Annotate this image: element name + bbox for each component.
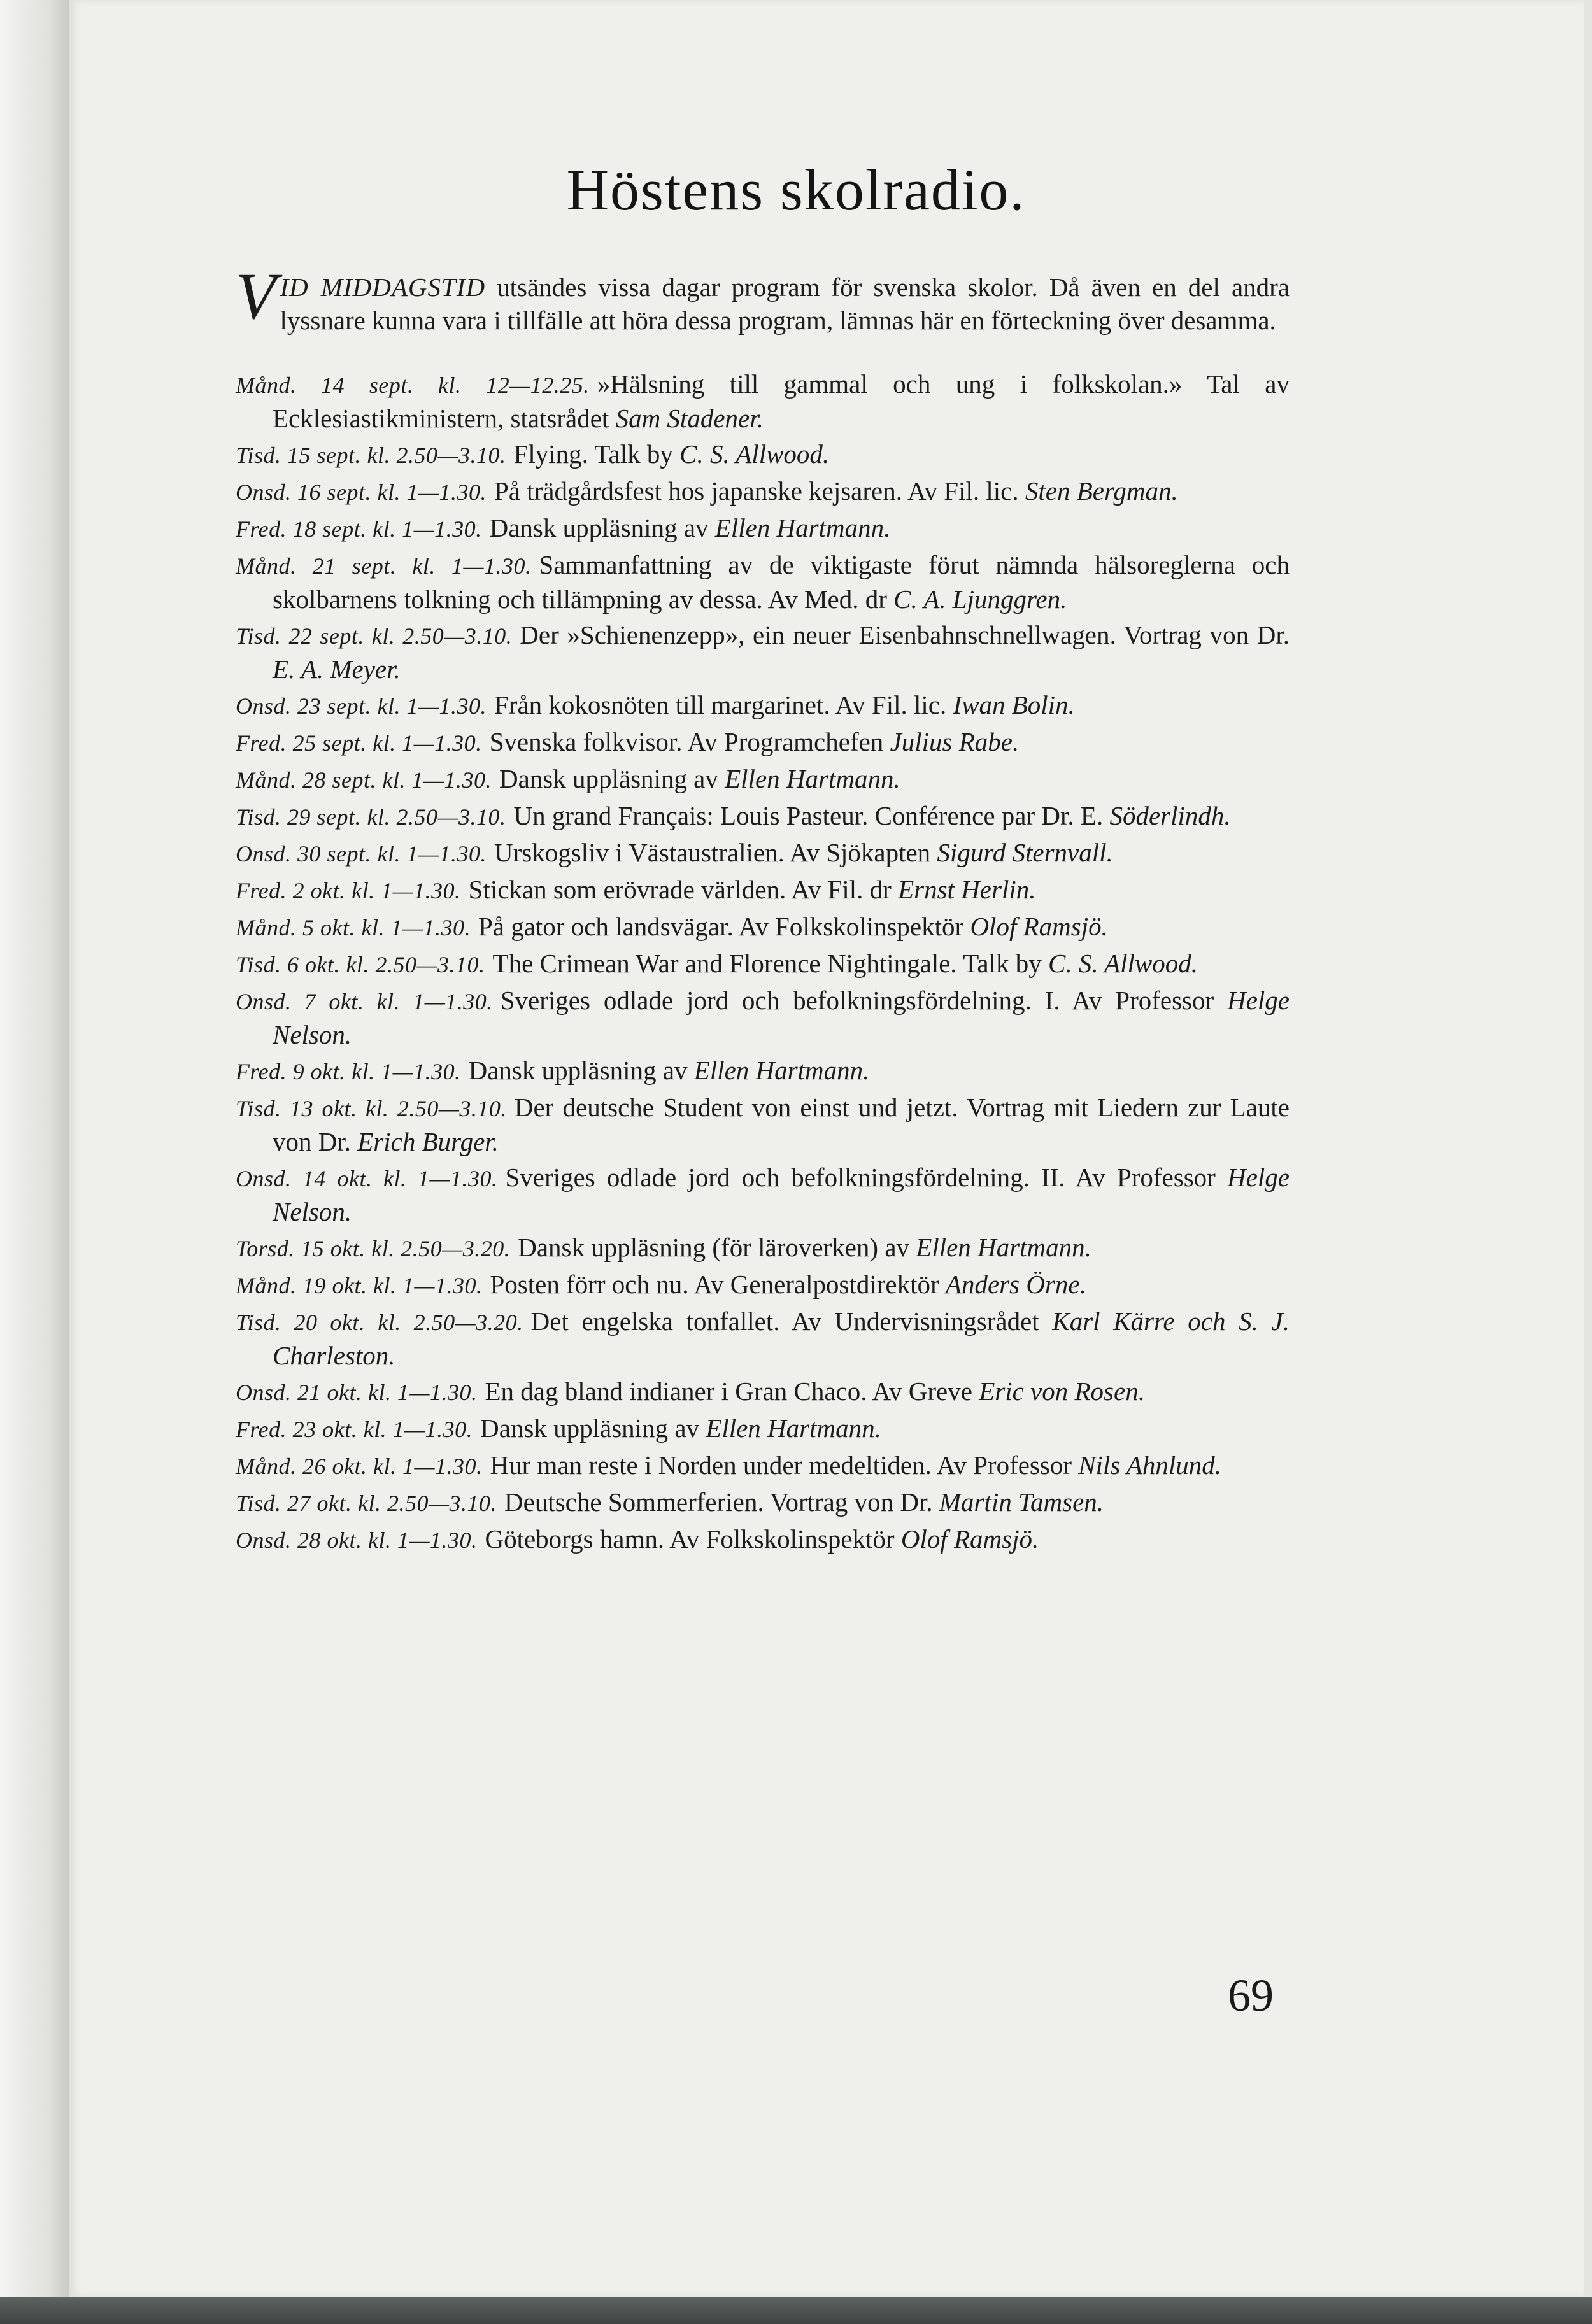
program-entry [236, 1412, 1290, 1446]
entry-datetime: Tisd. 6 okt. kl. 2.50—3.10. [236, 952, 485, 977]
article-body [236, 260, 1290, 1559]
program-entry [236, 1231, 1290, 1265]
program-entry [236, 1375, 1290, 1409]
entry-speaker: E. A. Meyer. [273, 655, 401, 684]
entry-description: Urskogsliv i Västaustralien. Av Sjökapten [494, 838, 937, 867]
book-spine-edge [0, 0, 69, 2324]
drop-cap: V [236, 260, 276, 333]
entry-speaker: Ellen Hartmann. [714, 513, 891, 542]
entry-description: Der deutsche Student von einst und jetzt. Vortrag mit Liedern zur Laute von Dr. [273, 1093, 1290, 1156]
entry-speaker: Sten Bergman. [1025, 476, 1178, 506]
entry-speaker: Olof Ramsjö. [900, 1524, 1039, 1554]
program-entry [236, 762, 1290, 797]
entry-description: Göteborgs hamn. Av Folkskolinspektör [485, 1524, 901, 1554]
entry-description: På gator och landsvägar. Av Folkskolinspektör [478, 912, 970, 941]
entry-description: Der »Schienenzepp», ein neuer Eisenbahnschnellwagen. Vortrag von Dr. [520, 620, 1290, 649]
entry-description: På trädgårdsfest hos japanske kejsaren. Av Fil. lic. [494, 476, 1025, 506]
entry-description: »Hälsning till gammal och ung i folkskolan.» Tal av Ecklesiastikministern, statsrådet [273, 369, 1290, 433]
entry-description: Sveriges odlade jord och befolkningsfördelning. II. Av Professor [505, 1163, 1228, 1192]
entry-description: Dansk uppläsning av [499, 764, 725, 793]
program-entry [236, 873, 1290, 907]
entry-description: Sveriges odlade jord och befolkningsfördelning. I. Av Professor [500, 986, 1228, 1015]
program-entry [236, 437, 1290, 472]
entry-datetime: Tisd. 15 sept. kl. 2.50—3.10. [236, 443, 506, 468]
entry-datetime: Månd. 19 okt. kl. 1—1.30. [236, 1273, 483, 1298]
entry-datetime: Fred. 2 okt. kl. 1—1.30. [236, 878, 461, 903]
entry-speaker: Helge Nelson. [273, 986, 1290, 1049]
program-entry [236, 1054, 1290, 1088]
page-bottom-edge [0, 2297, 1592, 2324]
entry-speaker: Erich Burger. [357, 1127, 499, 1156]
entry-description: Sammanfattning av de viktigaste förut nämnda hälsoreglerna och skolbarnens tolkning och tillämpning av dessa. Av Med. dr [273, 550, 1290, 614]
entry-datetime: Fred. 18 sept. kl. 1—1.30. [236, 516, 482, 542]
entry-speaker: Eric von Rosen. [979, 1377, 1145, 1406]
page-title: Höstens skolradio. [566, 157, 1026, 222]
entry-datetime: Tisd. 22 sept. kl. 2.50—3.10. [236, 623, 513, 649]
entry-speaker: C. S. Allwood. [1048, 949, 1198, 978]
entry-speaker: Iwan Bolin. [953, 690, 1075, 719]
intro-lead: ID MIDDAGSTID [280, 273, 486, 302]
entry-datetime: Onsd. 21 okt. kl. 1—1.30. [236, 1380, 478, 1405]
entry-description: Un grand Français: Louis Pasteur. Conférence par Dr. E. [513, 801, 1110, 830]
entry-speaker: C. A. Ljunggren. [893, 585, 1067, 614]
program-entry [236, 688, 1290, 723]
entry-datetime: Onsd. 23 sept. kl. 1—1.30. [236, 693, 487, 719]
entry-description: En dag bland indianer i Gran Chaco. Av Greve [485, 1377, 979, 1406]
entry-datetime: Onsd. 14 okt. kl. 1—1.30. [236, 1166, 498, 1191]
entry-datetime: Månd. 5 okt. kl. 1—1.30. [236, 915, 471, 940]
entry-speaker: Nils Ahnlund. [1078, 1450, 1222, 1480]
entry-description: Svenska folkvisor. Av Programchefen [489, 727, 890, 756]
entry-description: Hur man reste i Norden under medeltiden. Av Professor [490, 1450, 1079, 1480]
entry-speaker: Söderlindh. [1109, 801, 1231, 830]
program-entry [236, 1305, 1290, 1372]
entry-speaker: Karl Kärre och S. J. Charleston. [273, 1307, 1290, 1370]
entry-datetime: Tisd. 13 okt. kl. 2.50—3.10. [236, 1096, 507, 1121]
entry-description: Posten förr och nu. Av Generalpostdirektör [490, 1270, 946, 1299]
entry-datetime: Månd. 21 sept. kl. 1—1.30. [236, 553, 532, 579]
page-number: 69 [1228, 1970, 1274, 2021]
entry-datetime: Onsd. 28 okt. kl. 1—1.30. [236, 1527, 478, 1553]
program-entry [236, 1268, 1290, 1302]
entry-speaker: Martin Tamsen. [939, 1487, 1104, 1517]
entry-speaker: Ellen Hartmann. [916, 1233, 1091, 1262]
entry-datetime: Onsd. 16 sept. kl. 1—1.30. [236, 479, 487, 505]
program-entry [236, 836, 1290, 870]
entry-datetime: Fred. 23 okt. kl. 1—1.30. [236, 1417, 473, 1442]
entry-description: Dansk uppläsning av [489, 513, 715, 542]
entry-description: Stickan som erövrade världen. Av Fil. dr [468, 875, 899, 904]
program-entry [236, 511, 1290, 546]
entry-datetime: Onsd. 30 sept. kl. 1—1.30. [236, 841, 487, 867]
entry-datetime: Torsd. 15 okt. kl. 2.50—3.20. [236, 1236, 511, 1261]
entry-speaker: Ernst Herlin. [898, 875, 1036, 904]
entry-speaker: Helge Nelson. [273, 1163, 1290, 1226]
entry-speaker: Julius Rabe. [890, 727, 1020, 756]
entry-datetime: Tisd. 27 okt. kl. 2.50—3.10. [236, 1491, 497, 1516]
entry-description: Deutsche Sommerferien. Vortrag von Dr. [504, 1487, 939, 1517]
entry-datetime: Onsd. 7 okt. kl. 1—1.30. [236, 989, 493, 1014]
program-entry [236, 367, 1290, 435]
entry-speaker: Sigurd Sternvall. [937, 838, 1113, 867]
program-entry [236, 799, 1290, 833]
entry-datetime: Fred. 9 okt. kl. 1—1.30. [236, 1059, 461, 1084]
entry-datetime: Månd. 14 sept. kl. 12—12.25. [236, 372, 590, 398]
program-entry [236, 1161, 1290, 1228]
entry-description: Dansk uppläsning av [468, 1056, 694, 1085]
program-entry [236, 1449, 1290, 1483]
program-entry [236, 910, 1290, 944]
entry-datetime: Månd. 28 sept. kl. 1—1.30. [236, 767, 492, 793]
entry-datetime: Månd. 26 okt. kl. 1—1.30. [236, 1454, 483, 1479]
program-entry [236, 725, 1290, 760]
entry-speaker: Anders Örne. [945, 1270, 1086, 1299]
entry-description: Dansk uppläsning av [480, 1414, 706, 1443]
entry-description: Från kokosnöten till margarinet. Av Fil. lic. [494, 690, 953, 719]
entry-description: The Crimean War and Florence Nightingale. Talk by [492, 949, 1048, 978]
program-entry [236, 984, 1290, 1051]
entry-datetime: Tisd. 20 okt. kl. 2.50—3.20. [236, 1310, 523, 1335]
entry-description: Det engelska tonfallet. Av Undervisningsrådet [530, 1307, 1053, 1336]
entry-datetime: Fred. 25 sept. kl. 1—1.30. [236, 730, 482, 756]
program-list [236, 367, 1290, 1557]
program-entry [236, 474, 1290, 509]
program-entry [236, 947, 1290, 981]
entry-speaker: C. S. Allwood. [679, 439, 830, 469]
entry-speaker: Ellen Hartmann. [725, 764, 900, 793]
entry-speaker: Olof Ramsjö. [970, 912, 1108, 941]
entry-speaker: Sam Stadener. [615, 404, 764, 433]
entry-description: Flying. Talk by [513, 439, 680, 469]
intro-paragraph [236, 260, 1290, 337]
program-entry [236, 1091, 1290, 1158]
entry-speaker: Ellen Hartmann. [706, 1414, 881, 1443]
program-entry [236, 548, 1290, 616]
entry-description: Dansk uppläsning (för läroverken) av [518, 1233, 916, 1262]
entry-speaker: Ellen Hartmann. [693, 1056, 870, 1085]
entry-datetime: Tisd. 29 sept. kl. 2.50—3.10. [236, 804, 506, 830]
program-entry [236, 618, 1290, 686]
program-entry [236, 1485, 1290, 1520]
program-entry [236, 1522, 1290, 1557]
intro-text: utsändes vissa dagar program för svenska skolor. Då även en del andra lyssnare kunna vara i tillfälle att höra dessa program, lämnas här en förteckning över desamma. [280, 273, 1290, 335]
